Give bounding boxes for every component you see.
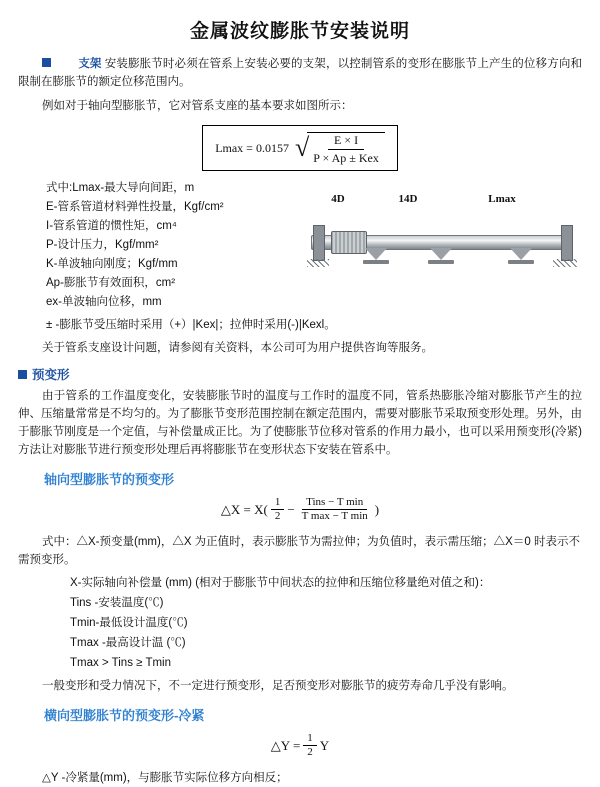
figure-labels <box>307 193 583 205</box>
support-guide-3 <box>508 248 534 265</box>
figure-label-4d: 4D <box>331 193 345 205</box>
predeform-heading: 预变形 <box>32 368 70 382</box>
lmax-formula-box <box>202 125 398 171</box>
lateral-predeform-heading: 横向型膨胀节的预变形-冷紧 <box>44 708 205 723</box>
axial-note: 一般变形和受力情况下，不一定进行预变形，足否预变形对膨胀节的疲劳寿命几乎没有影响。 <box>42 680 514 692</box>
lateral-half-numerator: 1 <box>303 732 317 746</box>
support-base <box>508 260 534 264</box>
definition-item: E-管系管道材料弹性投量，Kgf/cm² <box>46 201 224 213</box>
support-triangle <box>365 248 387 260</box>
figure-label-14d: 14D <box>398 193 418 205</box>
lmax-formula-lhs: Lmax = 0.0157 <box>215 140 289 155</box>
axial-item: Tmax > Tins ≥ Tmin <box>70 657 171 669</box>
definition-item: Ap-膨胀节有效面积，cm² <box>46 277 176 289</box>
support-guide-1 <box>363 248 389 265</box>
support-base <box>428 260 454 264</box>
lateral-half-denominator: 2 <box>307 746 313 758</box>
definition-item: ± -膨胀节受压缩时采用（+）|Kex|；拉伸时采用(-)|Kexl。 <box>46 319 336 331</box>
lateral-formula-expression <box>271 732 329 759</box>
axial-formula <box>18 496 582 523</box>
axial-minus-sign: − <box>287 501 295 517</box>
definition-item: ex-单波轴向位移，mm <box>46 296 162 308</box>
pipe-figure <box>303 179 583 282</box>
axial-half-denominator: 2 <box>274 510 281 522</box>
definition-item: 式中:Lmax-最大导向间距，m <box>46 182 195 194</box>
axial-formula-lhs: △X = X( <box>220 501 268 517</box>
axial-item: Tmax -最高设计温 (℃) <box>70 637 186 649</box>
figure-drawing <box>303 207 578 282</box>
support-definition-last-wrap <box>18 316 582 335</box>
axial-temp-fraction <box>298 496 372 523</box>
lmax-fraction <box>307 132 385 166</box>
lmax-fraction-numerator: E × I <box>328 133 364 150</box>
lateral-formula-lhs: △Y = <box>270 737 301 753</box>
axial-item: Tins -安装温度(℃) <box>70 597 164 609</box>
lmax-fraction-denominator: P × Ap ± Kex <box>313 151 379 165</box>
lateral-formula-rhs: Y <box>319 737 330 753</box>
definition-item: P-设计压力，Kgf/mm² <box>46 239 159 251</box>
anchor-right <box>561 225 573 261</box>
predeform-paragraph-1: 由于管系的工作温度变化，安装膨胀节时的温度与工作时的温度不同，管系热膨胀冷缩对膨胀节产生的拉伸、压缩量常常是不均匀的。为了膨胀节变形范围控制在额定范围内，需要对膨胀节采取预变形处理。另外，由于膨胀节刚度是一个定值，与补偿量成正比。为了使膨胀节位移对管系的作用力最小，也可以采用预变形(冷紧)方法让对膨胀节进行预变形处理后再将膨胀节在变形状态下安装在管系中。 <box>18 390 582 456</box>
support-paragraph-1 <box>18 55 582 91</box>
axial-temp-numerator: Tins − T min <box>302 496 367 510</box>
axial-item: X-实际轴向补偿量 (mm) (相对于膨胀节中间状态的拉伸和压缩位移量绝对值之和)： <box>70 577 491 589</box>
support-triangle <box>430 248 452 260</box>
support-definitions <box>18 179 303 312</box>
definition-item: K-单波轴向刚度；Kgf/mm <box>46 258 178 270</box>
anchor-left <box>313 225 325 261</box>
support-paragraph-1-text: 安装膨胀节时必须在管系上安装必要的支架，以控制管系的变形在膨胀节上产生的位移方向和限制在膨胀节的额定位移范围内。 <box>18 58 582 88</box>
support-paragraph-2: 例如对于轴向型膨胀节，它对管系支座的基本要求如图所示： <box>42 100 353 112</box>
lateral-formula <box>18 732 582 759</box>
definitions-column <box>18 179 303 316</box>
axial-where-text: 式中：△X-预变量(mm)，△X 为正值时，表示膨胀节为需拉伸；为负值时，表示需压缩；△X＝0 时表示不需预变形。 <box>18 536 580 566</box>
blue-square-bullet-icon <box>18 370 27 379</box>
definitions-and-figure-row <box>18 179 582 316</box>
lmax-formula <box>18 125 582 171</box>
axial-predeform-heading: 轴向型膨胀节的预变形 <box>44 472 175 487</box>
support-closing-paragraph: 关于管系支座设计问题，请参阅有关资料，本公司可为用户提供咨询等服务。 <box>42 342 433 354</box>
support-guide-2 <box>428 248 454 265</box>
hatch-right <box>553 259 577 267</box>
axial-half-fraction <box>271 496 285 523</box>
support-triangle <box>510 248 532 260</box>
lateral-note: △Y -冷紧量(mm)，与膨胀节实际位移方向相反； <box>42 772 288 784</box>
support-heading: 支架 <box>78 58 102 70</box>
definition-item: I-管系管道的惯性矩，cm⁴ <box>46 220 177 232</box>
bellows-shape <box>331 231 367 254</box>
hatch-left <box>307 259 329 267</box>
figure-label-lmax: Lmax <box>488 193 516 205</box>
lmax-formula-sqrt <box>295 130 385 166</box>
blue-square-bullet-icon <box>42 58 51 67</box>
support-base <box>363 260 389 264</box>
radical-icon: √ <box>294 133 310 162</box>
lateral-half-fraction <box>303 732 317 759</box>
axial-formula-expression <box>221 496 379 523</box>
axial-formula-rhs: ) <box>374 501 380 517</box>
axial-item: Tmin-最低设计温度(℃) <box>70 617 188 629</box>
page-title: 金属波纹膨胀节安装说明 <box>189 21 410 42</box>
predeform-heading-row <box>18 365 582 383</box>
axial-half-numerator: 1 <box>271 496 285 510</box>
axial-temp-denominator: T max − T min <box>301 510 368 522</box>
